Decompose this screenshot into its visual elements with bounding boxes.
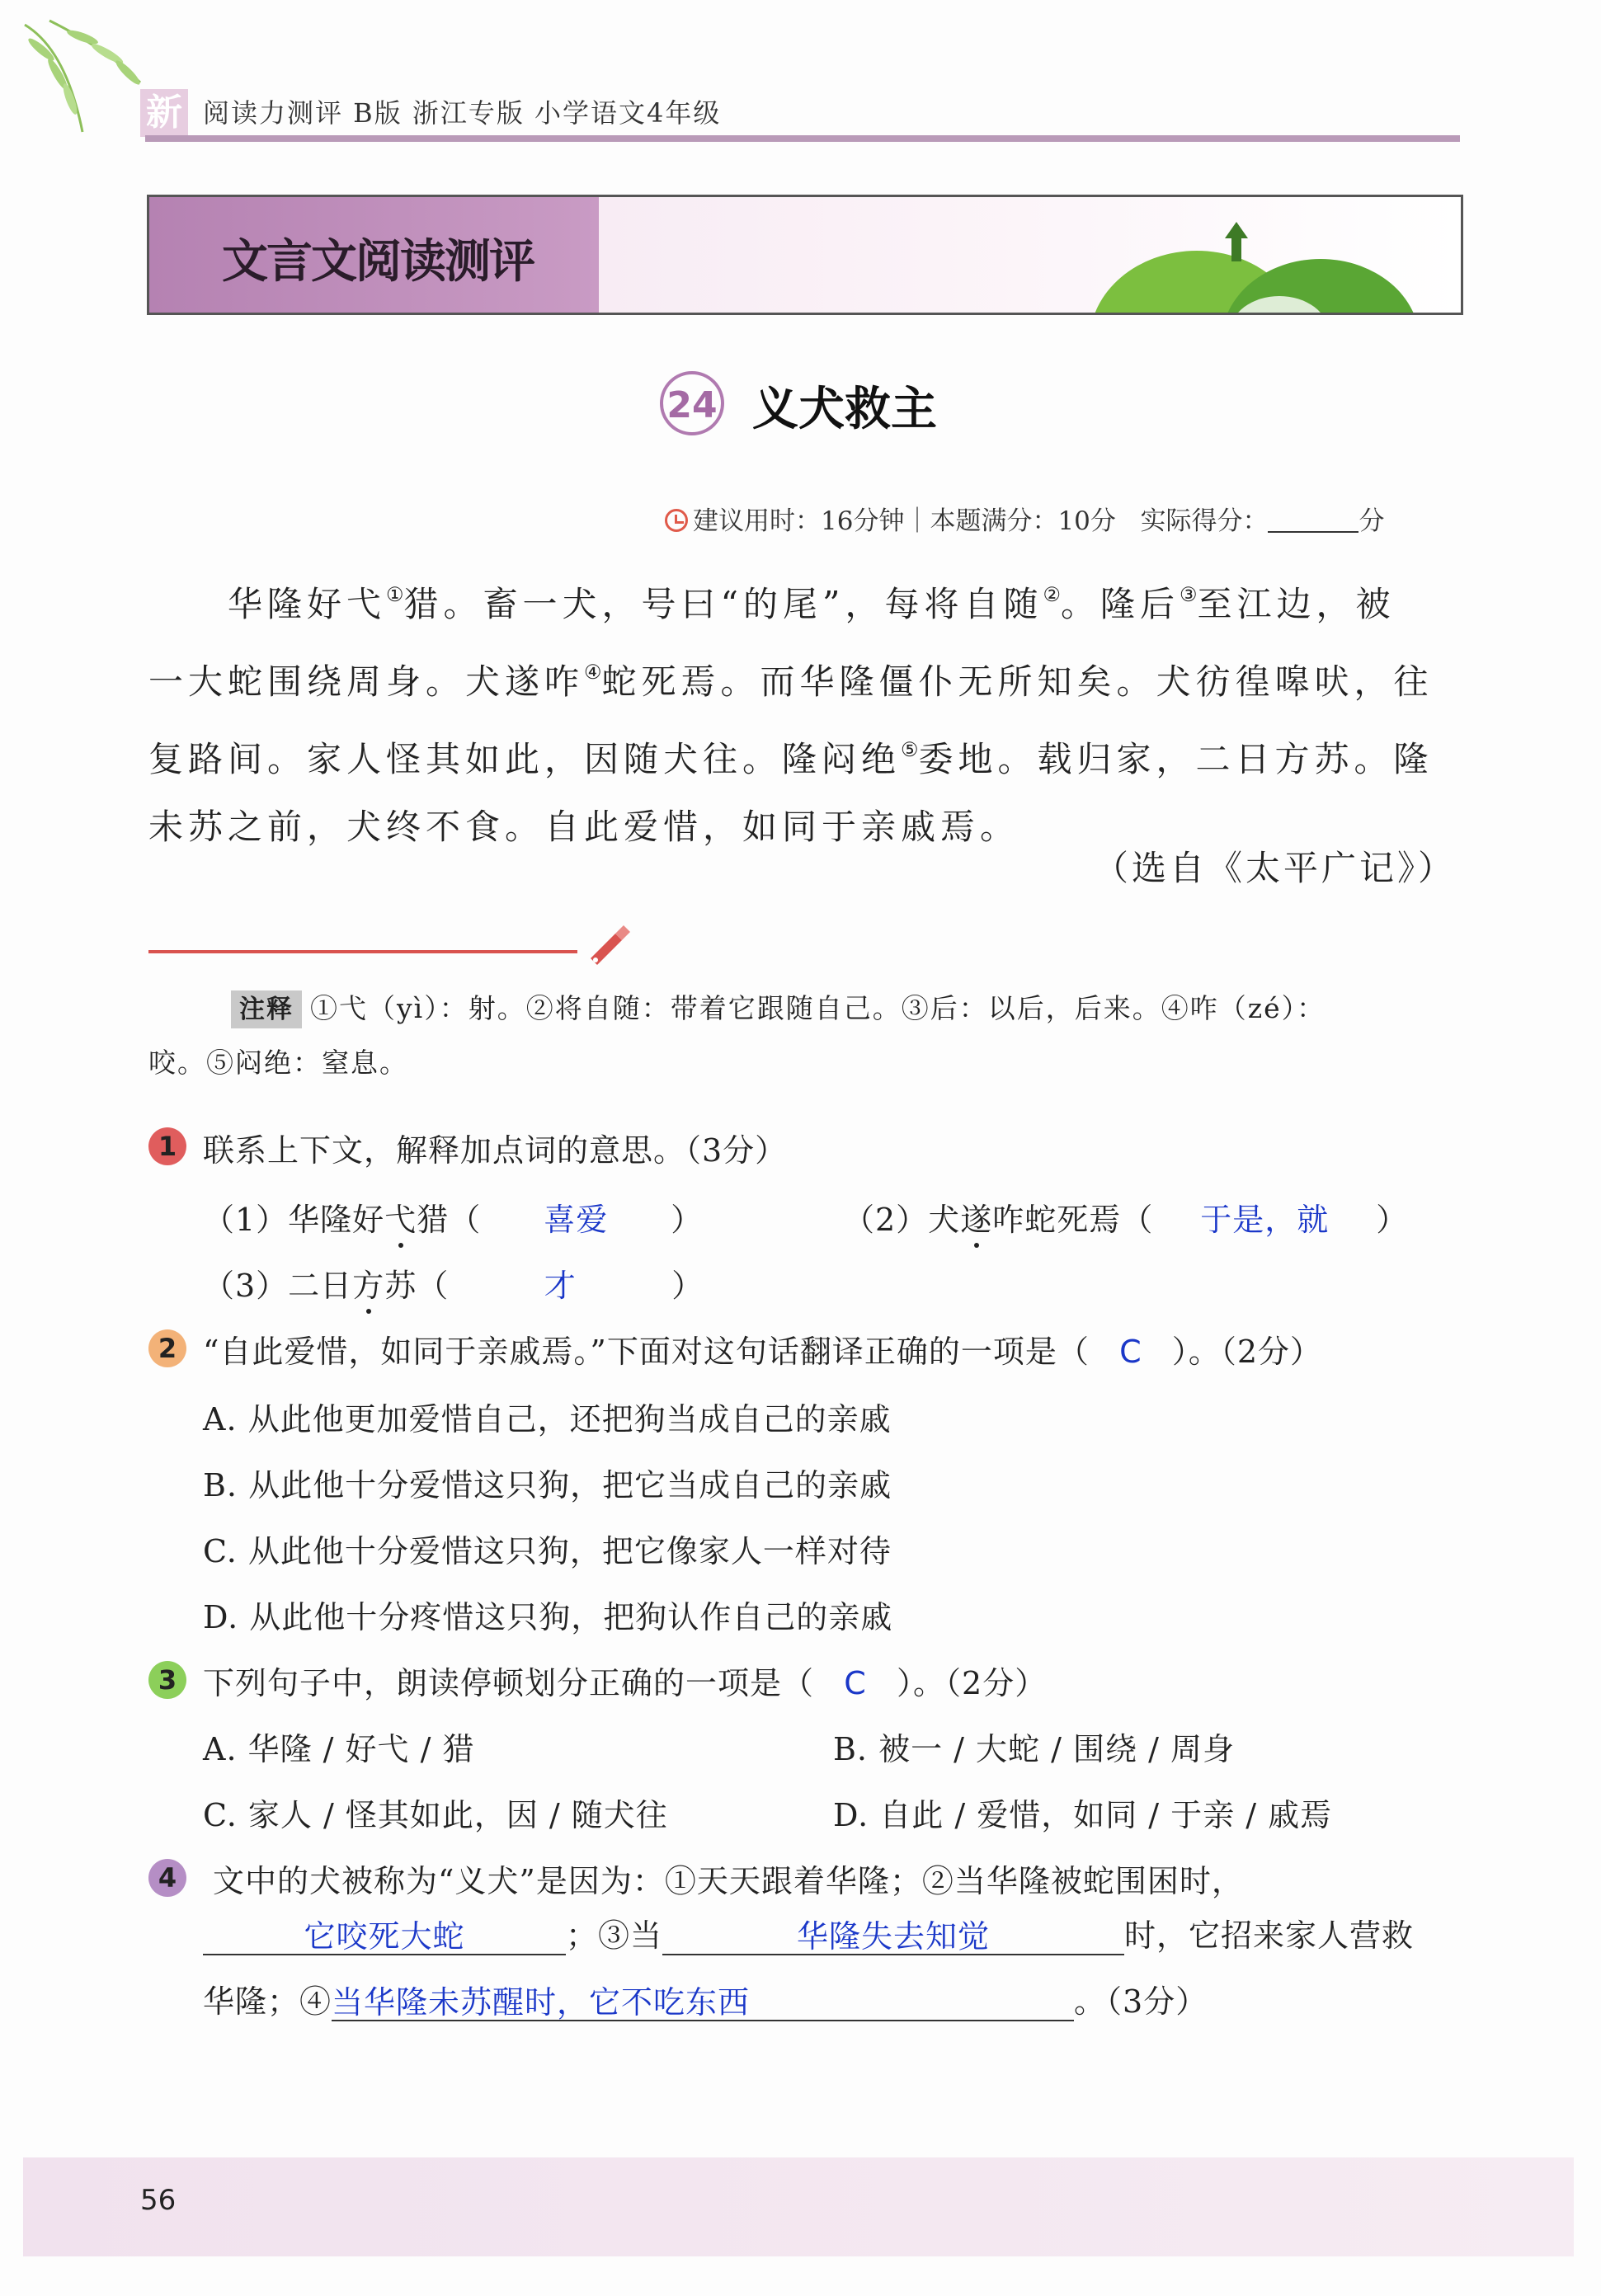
passage-line: 一大蛇围绕周身。犬遂咋④蛇死焉。而华隆僵仆无所知矣。犬彷徨嗥吠，往 (148, 661, 1434, 702)
answer-q1-3[interactable]: 才 (544, 1268, 577, 1304)
answer-q4-2[interactable]: 华隆失去知觉 (662, 1911, 1124, 1955)
question-3-option-b: B. 被一 / 大蛇 / 围绕 / 周身 (833, 1731, 1235, 1767)
question-1-item-3: （3）二日方苏（ 才 ） (203, 1260, 704, 1306)
classical-passage (148, 561, 1457, 861)
annotation-notes (148, 981, 1460, 1090)
pen-icon (582, 917, 632, 967)
answer-q1-1[interactable]: 喜爱 (544, 1202, 609, 1238)
question-3-option-a: A. 华隆 / 好弋 / 猎 (203, 1731, 475, 1767)
question-4-line-2: 它咬死大蛇 ；③当 华隆失去知觉 时，它招来家人营救 (203, 1910, 1414, 1955)
page-footer-band (23, 2157, 1574, 2256)
question-2-option-d: D. 从此他十分疼惜这只狗，把狗认作自己的亲戚 (203, 1599, 893, 1635)
passage-line: 华隆好弋①猎。畜一犬，号曰“的尾”，每将自随②。隆后③至江边，被 (228, 583, 1396, 624)
time-and-score-line (665, 500, 1384, 537)
series-badge: 新 (140, 89, 188, 137)
question-2-option-b: B. 从此他十分爱惜这只狗，把它当成自己的亲戚 (203, 1467, 892, 1503)
answer-q3[interactable]: C (844, 1665, 867, 1701)
question-1-item-1: （1）华隆好弋猎（ 喜爱 ） (203, 1194, 703, 1240)
question-2-stem: “自此爱惜，如同于亲戚焉。”下面对这句话翻译正确的一项是（ C ）。（2分） (203, 1334, 1323, 1370)
question-3-number: 3 (148, 1661, 186, 1699)
lesson-title: 义犬救主 (752, 383, 937, 436)
question-4-stem: 文中的犬被称为“义犬”是因为：①天天跟着华隆；②当华隆被蛇围困时， (213, 1863, 1244, 1899)
score-blank[interactable] (1268, 510, 1358, 533)
passage-source: （选自《太平广记》） (1093, 848, 1456, 888)
question-1-number: 1 (148, 1127, 186, 1165)
section-title: 文言文阅读测评 (222, 235, 534, 289)
header-title: 阅读力测评 B版 浙江专版 小学语文4年级 (203, 97, 722, 129)
question-3-option-d: D. 自此 / 爱惜，如同 / 于亲 / 戚焉 (833, 1797, 1333, 1833)
lesson-number: 24 (660, 371, 724, 435)
passage-line: 复路间。家人怪其如此，因随犬往。隆闷绝⑤委地。载归家，二日方苏。隆 (148, 738, 1434, 779)
question-1-item-2: （2）犬遂咋蛇死焉（ 于是，就 ） (843, 1194, 1408, 1240)
header-rule (145, 135, 1460, 142)
answer-q4-3[interactable]: 当华隆未苏醒时，它不吃东西 (332, 1977, 1074, 2021)
clock-icon (665, 509, 688, 532)
score-unit: 分 (1358, 506, 1385, 536)
notes-line: ①弋（yì）：射。②将自随：带着它跟随自己。③后：以后，后来。④咋（zé）： (310, 992, 1326, 1024)
question-4-number: 4 (148, 1859, 186, 1897)
section-banner (147, 195, 1463, 315)
question-3-option-c: C. 家人 / 怪其如此，因 / 随犬往 (203, 1797, 668, 1833)
time-info: 建议用时：16分钟｜本题满分：10分 (693, 506, 1116, 536)
question-3-stem: 下列句子中，朗读停顿划分正确的一项是（ C ）。（2分） (203, 1665, 1048, 1701)
answer-q1-2[interactable]: 于是，就 (1200, 1202, 1330, 1238)
score-label: 实际得分： (1140, 506, 1269, 536)
willow-leaves-decoration (16, 16, 157, 140)
question-2-option-a: A. 从此他更加爱惜自己，还把狗当成自己的亲戚 (203, 1401, 892, 1437)
pagoda-hill-illustration (1048, 197, 1461, 313)
question-2-option-c: C. 从此他十分爱惜这只狗，把它像家人一样对待 (203, 1533, 892, 1569)
notes-line: 咬。⑤闷绝：窒息。 (148, 1047, 408, 1079)
notes-tag: 注释 (231, 990, 302, 1028)
answer-q2[interactable]: C (1119, 1334, 1142, 1370)
question-2-number: 2 (148, 1329, 186, 1367)
notes-divider (148, 950, 577, 953)
page-number: 56 (140, 2184, 177, 2217)
question-4-line-3: 华隆；④当华隆未苏醒时，它不吃东西 。（3分） (203, 1976, 1208, 2021)
answer-q4-1[interactable]: 它咬死大蛇 (203, 1911, 566, 1955)
passage-line: 未苏之前，犬终不食。自此爱惜，如同于亲戚焉。 (148, 807, 1020, 847)
question-1-stem: 联系上下文，解释加点词的意思。（3分） (203, 1132, 788, 1169)
